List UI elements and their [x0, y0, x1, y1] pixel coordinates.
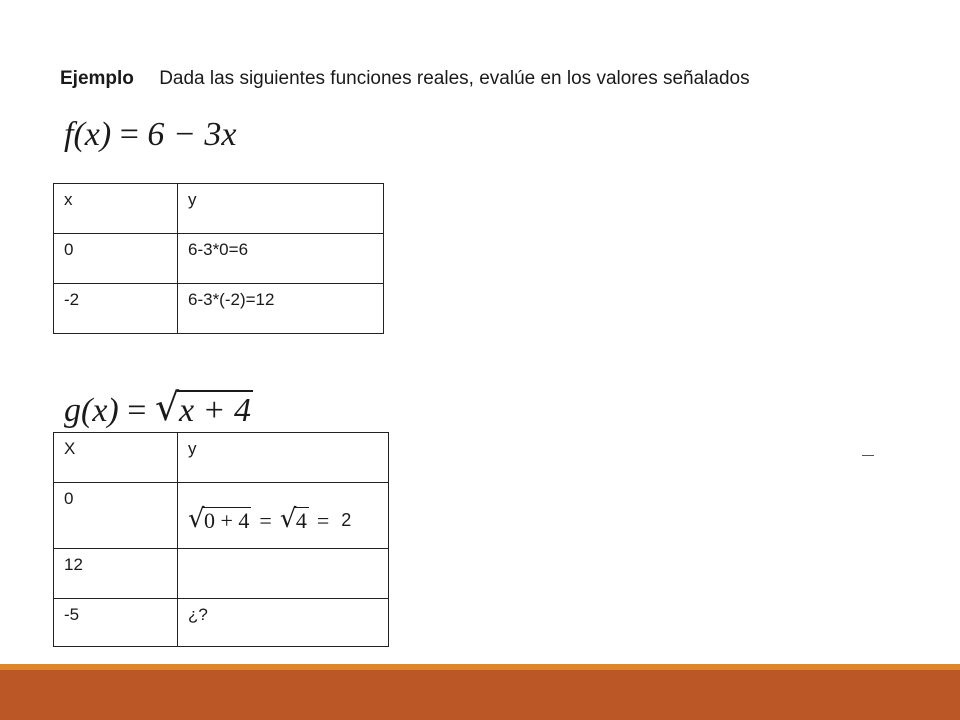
- table-row: [54, 284, 384, 334]
- sqrt-expression-1: [188, 504, 251, 534]
- sqrt-result: 2: [341, 510, 352, 530]
- formula-f-lhs: f(x): [64, 116, 112, 153]
- table-g-cell-y: [178, 483, 389, 549]
- table-f-header-y: y: [178, 184, 384, 234]
- table-g-cell-y: [178, 549, 389, 599]
- sqrt-icon: √: [188, 504, 205, 534]
- table-g-cell-x: 0: [54, 483, 178, 549]
- table-row: [54, 234, 384, 284]
- sqrt-radicand-2: 4: [295, 508, 307, 533]
- table-f-cell-y: 6-3*0=6: [178, 234, 384, 284]
- formula-g-radical: [154, 385, 253, 429]
- equals-sign: =: [316, 507, 330, 533]
- table-g-header-y: y: [178, 433, 389, 483]
- sqrt-icon: √: [154, 385, 180, 429]
- formula-g: [64, 385, 253, 429]
- table-f-cell-x: -2: [54, 284, 178, 334]
- formula-f-eq: =: [119, 116, 139, 153]
- table-g-cell-y: ¿?: [178, 599, 389, 647]
- table-g-cell-x: 12: [54, 549, 178, 599]
- table-g-header-x: X: [54, 433, 178, 483]
- formula-f: [64, 118, 236, 152]
- formula-g-eq: =: [127, 392, 147, 429]
- equals-sign: =: [259, 507, 272, 533]
- table-row: [54, 549, 389, 599]
- sqrt-radicand-1: 0 + 4: [204, 508, 250, 533]
- table-f: [53, 183, 384, 334]
- table-row: [54, 483, 389, 549]
- stray-dash-mark: [862, 455, 874, 456]
- sqrt-expression-2: [279, 504, 309, 534]
- table-g-header-row: [54, 433, 389, 483]
- example-label: Ejemplo: [60, 68, 134, 89]
- formula-g-radicand: x + 4: [178, 392, 251, 429]
- table-g-cell-x: -5: [54, 599, 178, 647]
- footer-bar: [0, 670, 960, 720]
- table-g: [53, 432, 389, 647]
- formula-g-lhs: g(x): [64, 392, 119, 429]
- table-f-cell-y: 6-3*(-2)=12: [178, 284, 384, 334]
- table-f-cell-x: 0: [54, 234, 178, 284]
- table-row: [54, 599, 389, 647]
- sqrt-icon: √: [279, 504, 297, 534]
- example-heading: [60, 68, 750, 90]
- example-instruction: Dada las siguientes funciones reales, evalúe en los valores señalados: [159, 68, 750, 89]
- table-f-header-x: x: [54, 184, 178, 234]
- table-f-header-row: [54, 184, 384, 234]
- formula-f-rhs: 6 − 3x: [147, 116, 237, 153]
- sqrt-evaluation: [188, 504, 388, 534]
